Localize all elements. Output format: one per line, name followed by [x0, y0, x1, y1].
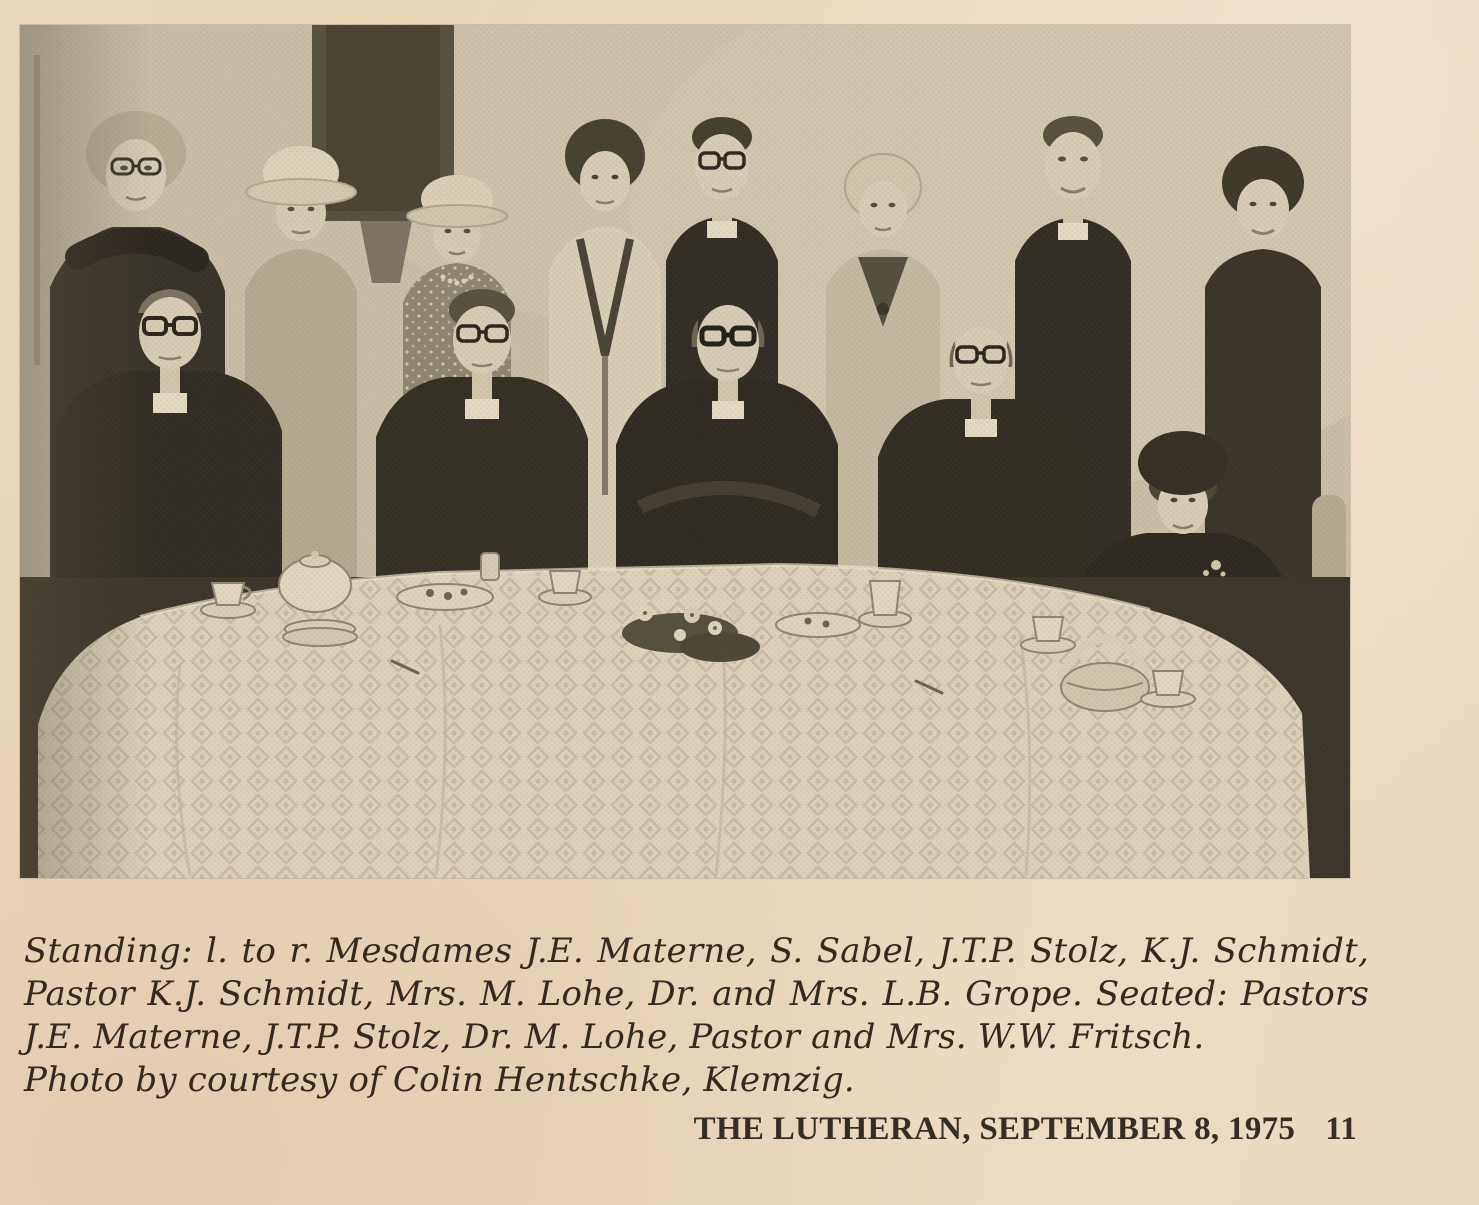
caption-line-3: J.E. Materne, J.T.P. Stolz, Dr. M. Lohe, Pastor and Mrs. W.W. Fritsch. — [24, 1017, 1205, 1057]
caption-line-1: Standing: l. to r. Mesdames J.E. Materne, S. Sabel, J.T.P. Stolz, K.J. Schmidt, — [24, 931, 1369, 971]
caption-line-2: Pastor K.J. Schmidt, Mrs. M. Lohe, Dr. and Mrs. L.B. Grope. Seated: Pastors — [24, 974, 1369, 1014]
page-footer — [694, 1111, 1357, 1148]
group-photo-illustration — [20, 25, 1350, 878]
page-number: 11 — [1325, 1111, 1357, 1147]
group-photo — [20, 25, 1350, 878]
caption-line-4: Photo by courtesy of Colin Hentschke, Klemzig. — [24, 1060, 855, 1100]
photo-caption — [24, 930, 1369, 1102]
edge-vignette — [20, 25, 1350, 878]
publication-title-date: THE LUTHERAN, SEPTEMBER 8, 1975 — [693, 1111, 1296, 1147]
